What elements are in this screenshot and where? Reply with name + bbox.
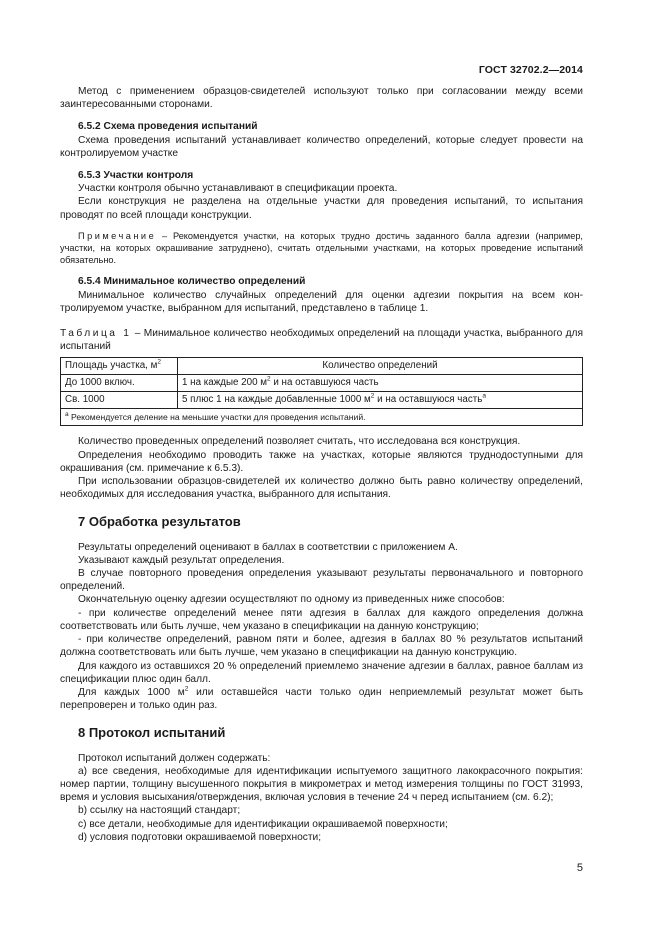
intro-paragraph: Метод с применением образцов-свидетелей используют только при согласовании между всеми заинтересованными сторонами. xyxy=(60,86,583,111)
section-6-5-3-text-2: Если конструкция не разделена на отдельные участки для проведения испытаний, то испытания проводят по всей площади конструкции. xyxy=(60,196,583,221)
table-cell-count: 1 на каждые 200 $м^2$ и на оставшуюся часть xyxy=(178,375,583,392)
table-1-label: Таблица 1 xyxy=(60,328,132,340)
table-1-caption xyxy=(60,327,583,353)
section-6-5-3-note xyxy=(60,230,583,267)
section-7-title: 7 Обработка результатов xyxy=(78,514,241,530)
section-7-text-7: Для каждого из оставшихся 20 % определений приемлемо значение адгезии в баллах, равное баллам из спецификации плюс один балл. xyxy=(60,660,583,685)
section-6-5-3-title: 6.5.3 Участки контроля xyxy=(78,170,194,182)
table-cell-area: Св. 1000 xyxy=(61,392,178,409)
page-content xyxy=(60,85,583,844)
section-7-text-3: В случае повторного проведения определения указывают результаты первоначального и повторного определений. xyxy=(60,568,583,593)
section-6-5-2-text: Схема проведения испытаний устанавливает количество определений, которые следует провести на контролируемом участке xyxy=(60,134,583,159)
area-column-header: Площадь участка, $м^2$ xyxy=(61,358,178,375)
section-6-5-3-text-1: Участки контроля обычно устанавливают в спецификации проекта. xyxy=(78,183,398,195)
table-footnote-row xyxy=(61,409,583,426)
table-cell-area: До 1000 включ. xyxy=(61,375,178,392)
table-cell-count: 5 плюс 1 на каждые добавленные 1000 $м^2$ и на оставшуюся часть$^a$ xyxy=(178,392,583,409)
section-8-text-1: Протокол испытаний должен содержать: xyxy=(78,752,271,764)
note-label: Примечание xyxy=(78,230,157,241)
table-header-row xyxy=(61,358,583,375)
table-footnote: $^a$ Рекомендуется деление на меньшие участки для проведения испытаний. xyxy=(61,409,583,426)
section-6-5-4-title: 6.5.4 Минимальное количество определений xyxy=(78,276,306,288)
table-1 xyxy=(60,357,583,426)
section-7-text-5: - при количестве определений менее пяти адгезия в баллах для каждого определения должна соответствовать или быть лучше, чем указано в спецификации на данную конструкцию; xyxy=(60,607,583,632)
section-6-5-4-text: Минимальное количество случайных определений для оценки адгезии покрытия на всем контролируемом участке, выбранном для испытаний, представлено в таблице 1. xyxy=(60,289,583,314)
section-7-text-2: Указывают каждый результат определения. xyxy=(78,554,285,566)
section-7-text-4: Окончательную оценку адгезии осуществляют по одному из приведенных ниже способов: xyxy=(78,594,505,606)
section-7-text-1: Результаты определений оценивают в баллах в соответствии с приложением А. xyxy=(78,541,458,553)
table-row xyxy=(61,375,583,392)
table-row xyxy=(61,392,583,409)
section-7-text-6: - при количестве определений, равном пяти и более, адгезия в баллах 80 % результатов испытаний должна соответствовать или быть лучше, чем указано в спецификации на данную конструкцию. xyxy=(60,634,583,659)
section-8-item-b: b) ссылку на настоящий стандарт; xyxy=(78,805,241,817)
after-table-text-3: При использовании образцов-свидетелей их количество должно быть равно количеству определений, необходимых для исследования участка, выбранного для испытания. xyxy=(60,476,583,501)
note-text: – Рекомендуется участки, на которых трудно достичь заданного балла адгезии (например, участки, на которых окрашивание затруднено), считать отдельными участками, на которых проведение испытаний обязательно. xyxy=(60,230,583,266)
section-8-item-c: с) все детали, необходимые для идентификации окрашиваемой поверхности; xyxy=(78,818,448,830)
table-1-caption-text: – Минимальное количество необходимых определений на площади участка, выбранного для испытаний xyxy=(60,328,583,353)
after-table-text-2: Определения необходимо проводить также на участках, которые являются труднодоступными для окрашивания (см. примечание к 6.5.3). xyxy=(60,449,583,474)
after-table-text-1: Количество проведенных определений позволяет считать, что исследована вся конструкция. xyxy=(78,436,521,448)
section-7-text-8: Для каждых 1000 $м^2$ или оставшейся части только один неприемлемый результат может быть перепроверен и только один раз. xyxy=(60,685,584,712)
page-number: 5 xyxy=(576,862,583,874)
section-8-item-d: d) условия подготовки окрашиваемой поверхности; xyxy=(78,831,322,843)
section-8-item-a: а) все сведения, необходимые для идентификации испытуемого защитного лакокрасочного покрытия: номер партии, толщину высушенного покрытия в микрометрах и метод измерения толщины по ГОСТ 31993, время и условия высыхания/отверждения, включая условия в течение 24 ч перед испытанием (см. 6.2); xyxy=(60,765,583,804)
section-6-5-2-title: 6.5.2 Схема проведения испытаний xyxy=(78,121,258,133)
section-8-title: 8 Протокол испытаний xyxy=(78,725,226,741)
count-column-header: Количество определений xyxy=(178,358,583,375)
standard-header: ГОСТ 32702.2—2014 xyxy=(478,64,583,76)
